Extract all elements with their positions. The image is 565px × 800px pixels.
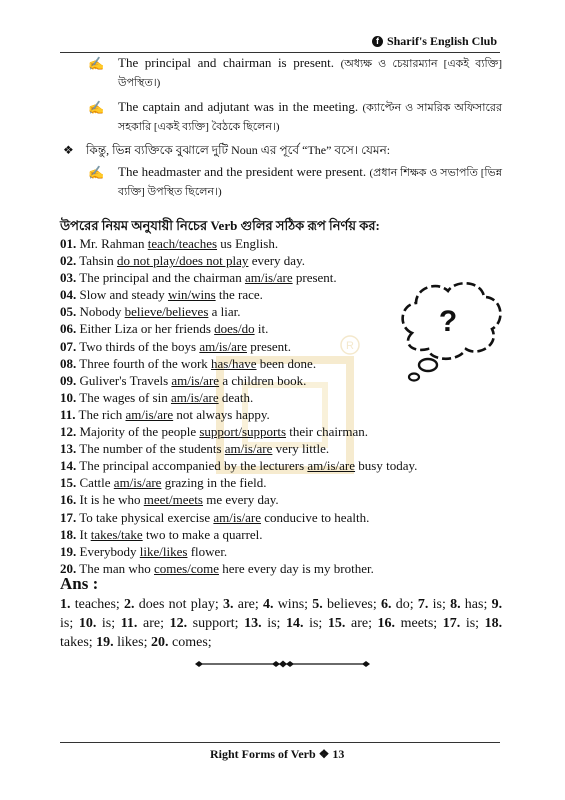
question-item: 04. Slow and steady win/wins the race.: [60, 287, 263, 303]
question-item: 12. Majority of the people support/supports their chairman.: [60, 424, 368, 440]
question-item: 05. Nobody believe/believes a liar.: [60, 304, 241, 320]
question-item: 13. The number of the students am/is/are very little.: [60, 441, 330, 457]
verb-options: am/is/are: [224, 441, 273, 457]
question-mark: ?: [438, 305, 458, 338]
verb-options: am/is/are: [171, 372, 220, 388]
question-item: 07. Two thirds of the boys am/is/are present.: [60, 338, 292, 354]
verb-options: am/is/are: [125, 406, 174, 422]
note-text: কিন্তু, ভিন্ন ব্যক্তিকে বুঝালে দুটি Noun এর পূর্বে “The” বসে। যেমন:: [86, 143, 391, 157]
question-item: 15. Cattle am/is/are grazing in the field.: [60, 475, 267, 491]
rule-bangla: (ক্যাপ্টেন ও সামরিক অফিসারের সহকারি [একই ব্যক্তি] বৈঠকে ছিলেন।): [118, 102, 502, 133]
question-item: 17. To take physical exercise am/is/are conducive to health.: [60, 509, 370, 525]
verb-options: like/likes: [139, 543, 188, 559]
verb-options: am/is/are: [213, 509, 262, 525]
question-item: 14. The principal accompanied by the lecturers am/is/are busy today.: [60, 458, 418, 474]
question-item: 09. Guliver's Travels am/is/are a children book.: [60, 372, 307, 388]
rule-example-3: [60, 163, 502, 201]
question-item: 08. Three fourth of the work has/have been done.: [60, 355, 317, 371]
verb-options: am/is/are: [113, 475, 162, 491]
question-item: 11. The rich am/is/are not always happy.: [60, 406, 270, 422]
verb-options: am/is/are: [307, 458, 356, 474]
rule-note: [60, 142, 502, 159]
question-item: 19. Everybody like/likes flower.: [60, 543, 228, 559]
question-item: 03. The principal and the chairman am/is/are present.: [60, 270, 337, 286]
rule-english: The captain and adjutant was in the meeting.: [118, 99, 359, 114]
ornamental-divider: [195, 659, 370, 669]
verb-options: support/supports: [199, 424, 287, 440]
verb-options: am/is/are: [199, 338, 247, 354]
rule-bangla: (প্রধান শিক্ষক ও সভাপতি [ভিন্ন ব্যক্তি] উপস্থিত ছিলেন।): [118, 167, 502, 198]
rule-bangla: (অধ্যক্ষ ও চেয়ারম্যান [একই ব্যক্তি] উপস্থিত।): [118, 58, 503, 89]
question-item: 06. Either Liza or her friends does/do it.: [60, 321, 269, 337]
rule-example-2: [60, 98, 502, 136]
verb-options: am/is/are: [244, 270, 293, 286]
verb-options: takes/take: [90, 526, 143, 542]
verb-options: has/have: [211, 355, 257, 371]
rule-english: The headmaster and the president were present.: [118, 164, 367, 179]
question-item: 02. Tahsin do not play/does not play every day.: [60, 253, 305, 269]
page-footer: Right Forms of Verb ❖ 13: [210, 747, 345, 761]
pen-hand-icon: ✍: [88, 100, 105, 115]
verb-options: win/wins: [167, 287, 216, 303]
answer-heading: Ans :: [60, 574, 99, 593]
verb-options: do not play/does not play: [117, 253, 249, 269]
question-item: 01. Mr. Rahman teach/teaches us English.: [60, 236, 279, 251]
verb-options: comes/come: [154, 560, 219, 576]
rule-english: The principal and chairman is present.: [118, 55, 335, 70]
header-rule: [60, 52, 500, 53]
verb-options: am/is/are: [170, 389, 219, 405]
svg-text:R: R: [346, 340, 354, 352]
question-item: 18. It takes/take two to make a quarrel.: [60, 526, 263, 542]
verb-options: teach/teaches: [147, 236, 218, 251]
facebook-icon: f: [372, 36, 383, 47]
footer-rule: [60, 742, 500, 743]
rule-example-1: [60, 54, 502, 92]
question-item: 16. It is he who meet/meets me every day.: [60, 492, 279, 508]
verb-options: believe/believes: [124, 304, 209, 320]
thought-bubble-icon: [390, 275, 510, 385]
verb-options: meet/meets: [143, 492, 203, 508]
question-item: 20. The man who comes/come here every day is my brother.: [60, 560, 374, 576]
rules-section: [60, 54, 502, 207]
exercise-heading: উপরের নিয়ম অনুযায়ী নিচের Verb গুলির সঠিক রূপ নির্ণয় কর:: [60, 218, 380, 233]
diamond-bullet-icon: ❖: [63, 143, 74, 157]
pen-hand-icon: ✍: [88, 56, 105, 71]
verb-options: does/do: [214, 321, 255, 337]
pen-hand-icon: ✍: [88, 165, 105, 180]
page-header: [372, 34, 497, 49]
brand-name: Sharif's English Club: [386, 34, 497, 48]
question-item: 10. The wages of sin am/is/are death.: [60, 389, 254, 405]
answer-paragraph: 1. teaches; 2. does not play; 3. are; 4. wins; 5. believes; 6. do; 7. is; 8. has; 9. is; 10. is; 11. are; 12. support; 13. is; 14. is; 15. are; 16. meets; 17. is; 18. takes; 19. likes; 20. comes;: [60, 597, 503, 650]
